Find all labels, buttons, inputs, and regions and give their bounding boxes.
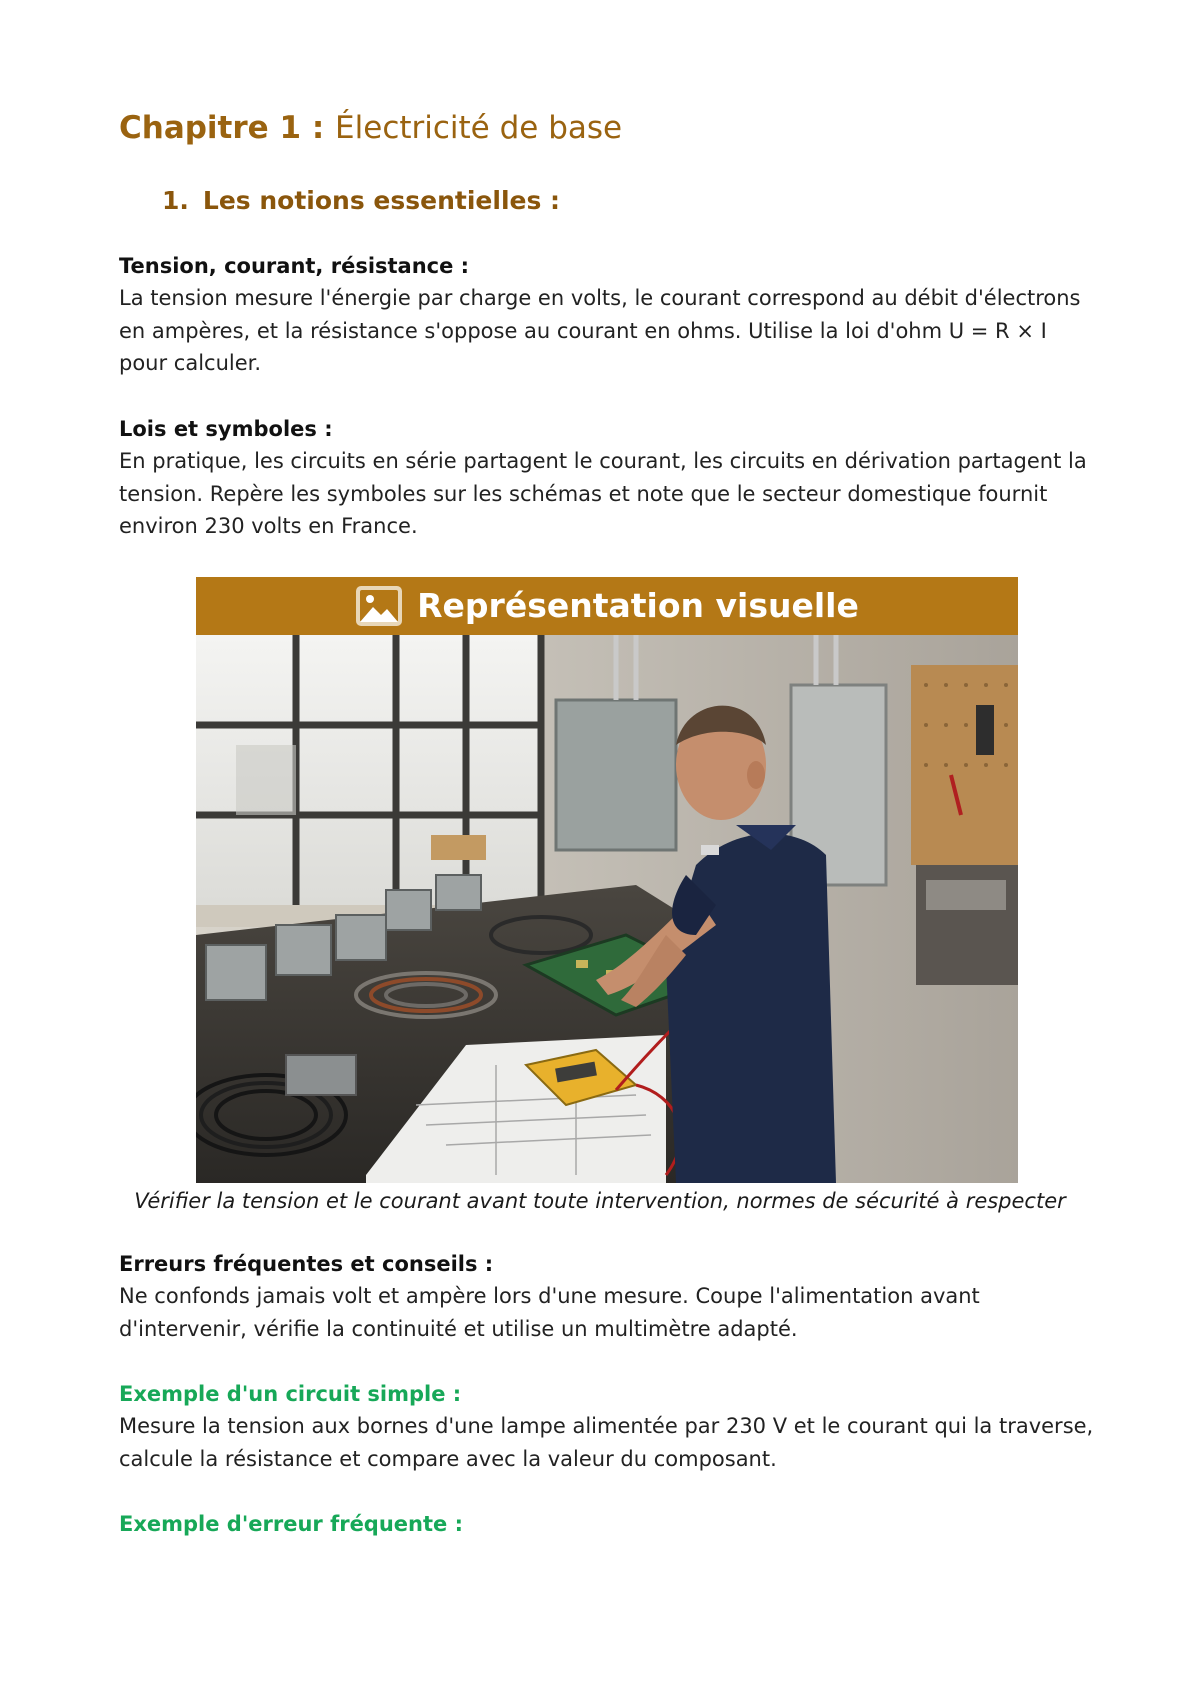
banner-title: Représentation visuelle [417, 586, 859, 625]
block-text: Mesure la tension aux bornes d'une lampe alimentée par 230 V et le courant qui la traverse, calcule la résistance et compare avec la valeur du composant. [119, 1414, 1094, 1471]
workshop-photo [196, 635, 1018, 1183]
block-text: La tension mesure l'énergie par charge en volts, le courant correspond au débit d'électrons en ampères, et la résistance s'oppose au courant en ohms. Utilise la loi d'ohm U = R × I pour calculer. [119, 286, 1081, 375]
block-lois [119, 413, 1099, 543]
block-text: En pratique, les circuits en série partagent le courant, les circuits en dérivation partagent la tension. Repère les symboles sur les schémas et note que le secteur domestique fournit environ 230 volts en France. [119, 449, 1087, 538]
block-label: Tension, courant, résistance : [119, 254, 470, 278]
figure-banner [196, 577, 1018, 635]
chapter-title [119, 106, 622, 150]
block-exemple-erreur [119, 1508, 1099, 1540]
section-title: Les notions essentielles : [202, 186, 561, 215]
block-erreurs [119, 1248, 1099, 1345]
chapter-name: Électricité de base [335, 110, 623, 146]
block-label: Erreurs fréquentes et conseils : [119, 1252, 494, 1276]
image-icon [355, 585, 403, 627]
figure-caption: Vérifier la tension et le courant avant toute intervention, normes de sécurité à respecter [134, 1189, 1066, 1213]
block-exemple-circuit [119, 1378, 1099, 1475]
section-number: 1. [162, 186, 189, 215]
block-tension [119, 250, 1099, 380]
example-label: Exemple d'erreur fréquente : [119, 1512, 463, 1536]
section-heading [162, 183, 560, 219]
example-label: Exemple d'un circuit simple : [119, 1382, 462, 1406]
visual-figure [196, 577, 1018, 1183]
block-text: Ne confonds jamais volt et ampère lors d'une mesure. Coupe l'alimentation avant d'intervenir, vérifie la continuité et utilise un multimètre adapté. [119, 1284, 980, 1341]
block-label: Lois et symboles : [119, 417, 333, 441]
chapter-label: Chapitre 1 : [119, 110, 325, 146]
